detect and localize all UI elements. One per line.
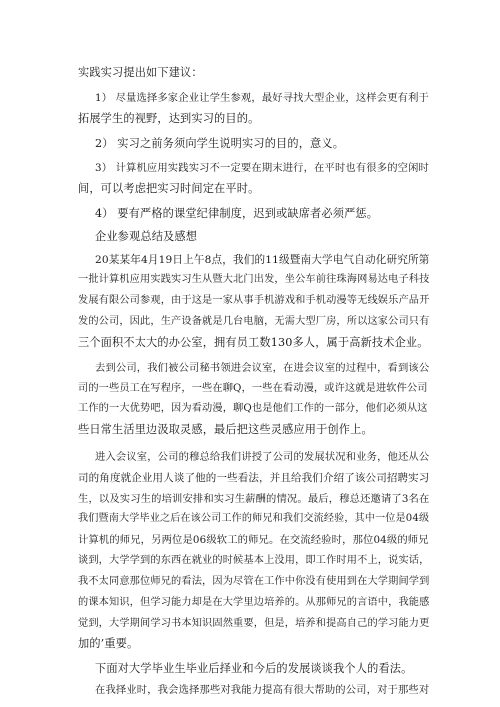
text-line: 些日常生活里边汲取灵感，最后把这些灵感应用于创作上。 (78, 423, 373, 437)
text-line: 1） 尽量选择多家企业让学生参观，最好寻找大型企业，这样会更有利于 (95, 91, 429, 104)
text-line: 谈到，大学学到的东西在就业的时候基本上没用，即工作时用不上，说实话， (78, 555, 430, 567)
text-line: 去到公司，我们被公司秘书领进会议室，在进会议室的过程中，看到该公 (95, 361, 430, 374)
text-line: 发展有限公司参观，由于这是一家从事手机游戏和手机动漫等无线娱乐产品开 (78, 295, 430, 307)
text-line: 4） 要有严格的课堂纪律制度，迟到或缺席者必须严惩。 (95, 206, 379, 220)
text-line: 间，可以考虑把实习时间定在平时。 (78, 182, 260, 196)
text-line: 实践实习提出如下建议： (78, 66, 203, 79)
text-line: 司的角度就企业用人谈了他的一些看法，并且给我们介绍了该公司招聘实习 (78, 471, 430, 484)
text-line: 三个面积不太大的办公室，拥有员工数130多人，属于高新技术企业。 (78, 335, 429, 349)
text-line: 司的一些员工在写程序，一些在聊Q，一些在看动漫，或许这就是进软件公司 (78, 382, 428, 394)
text-line: 工作的一大优势吧，因为看动漫，聊Q也是他们工作的一部分，他们必须从这 (78, 403, 428, 415)
text-line: 发的公司，因此，生产设备就是几台电脑，无需大型厂房，所以这家公司只有 (78, 316, 430, 327)
text-line: 20某某年4月19日上午8点，我们的11级暨南大学电气自动化研究所第 (95, 253, 430, 266)
text-line: 加的’重要。 (78, 637, 139, 651)
text-line: 我们暨南大学毕业之后在该公司工作的师兄和我们交流经验，其中一位是04级 (78, 513, 430, 525)
text-line: 在我择业时，我会选择那些对我能力提高有很大帮助的公司，对于那些对 (95, 684, 430, 696)
text-line: 2） 实习之前务须向学生说明实习的目的，意义。 (95, 136, 345, 150)
text-line: 的课本知识，但学习能力却是在大学里边培养的。从那师兄的言语中，我能感 (78, 596, 430, 608)
section-heading: 企业参观总结及感想 (95, 229, 198, 243)
text-line: 拓展学生的视野，达到实习的目的。 (78, 111, 260, 125)
text-line: 觉到，大学期间学习书本知识固然重要，但是，培养和提高自己的学习能力更 (78, 617, 430, 629)
text-line: 计算机的师兄，另两位是06级软工的师兄。在交流经验时，那位04级的师兄 (78, 534, 429, 547)
text-line: 下面对大学毕业生毕业后择业和今后的发展谈谈我个人的看法。 (95, 662, 413, 676)
text-line: 生，以及实习生的培训安排和实习生薪酬的情况。最后，穆总还邀请了3名在 (78, 492, 430, 505)
text-line: 一批计算机应用实践实习生从暨大北门出发，坐公车前往珠海网易达电子科技 (78, 274, 430, 286)
text-line: 我不太同意那位师兄的看法，因为尽管在工作中你没有使用到在大学期间学到 (78, 575, 430, 587)
text-line: 3） 计算机应用实践实习不一定要在期末进行，在平时也有很多的空闲时 (95, 162, 429, 175)
text-line: 进入会议室，公司的穆总给我们讲授了公司的发展状况和业务，他还从公 (95, 451, 430, 463)
